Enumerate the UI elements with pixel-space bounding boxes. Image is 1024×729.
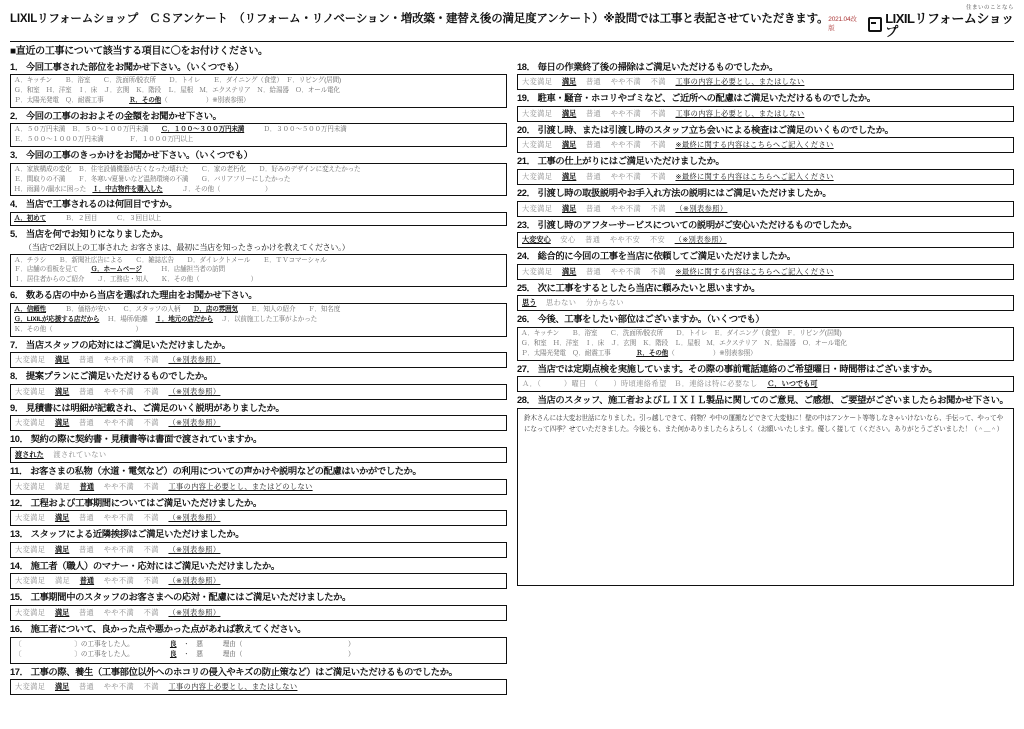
answer-scale[interactable]: 大変満足 満足 普通 やや不満 不満 （※別表参照） [15, 513, 221, 523]
page-header [10, 6, 1014, 42]
question-title: 4． 当店で工事されるのは何回目ですか。 [10, 199, 178, 210]
question-title: 21． 工事の仕上がりにはご満足いただけましたか。 [517, 156, 725, 167]
answer-scale[interactable]: 大変満足 満足 普通 やや不満 不満 （※別表参照） [15, 355, 221, 365]
question-title: 9． 見積書には明細が記載され、ご満足のいく説明がありましたか。 [10, 402, 285, 413]
answer-options[interactable]: Ａ．キッチン Ｂ．浴室 Ｃ．洗面所/脱衣所 Ｄ．トイレ Ｅ．ダイニング（食堂） Ｆ．リビング(居間) Ｇ．和室 Ｈ．洋室 Ｉ．床 Ｊ．玄関 Ｋ．階段 Ｌ．屋根 Ｍ．エクステリア Ｎ．給湯器 Ｏ．オール電化 Ｐ．太陽光発電 Ｑ．耐震工事 Ｒ．その他（ ）※別表参照） [521, 329, 847, 357]
question-title: 13． スタッフによる近隣挨拶はご満足いただけましたか。 [10, 529, 245, 540]
answer-options[interactable]: Ａ．チラシ Ｂ．新聞社広告による Ｃ．雑誌広告 Ｄ．ダイレクトメール Ｅ．ＴＶコマーシャル Ｆ．店舗の看板を見て Ｇ．ホームページ Ｈ．店舗担当者の訪問 Ｉ．居住者からのご紹介 Ｊ．工務店・知人 Ｋ．その他（ ） [14, 256, 327, 284]
answer-options[interactable]: Ａ．５０万円未満 Ｂ．５０～１００万円未満 Ｃ．１００～３００万円未満 Ｄ．３００～５００万円未満 Ｅ．５００～１０００万円未満 Ｆ．１０００万円以上 [14, 126, 347, 144]
question-block [10, 150, 507, 196]
question-title: 18． 毎日の作業終了後の掃除はご満足いただけるものでしたか。 [517, 61, 778, 72]
question-block [10, 592, 507, 621]
question-block [10, 667, 507, 696]
question-block [517, 188, 1014, 217]
answer-scale[interactable]: 思う 思わない 分からない [522, 298, 624, 308]
question-block [10, 111, 507, 147]
page-title: LIXILリフォームショップ ＣＳアンケート （リフォーム・リノベーション・増改築・建替え後の満足度アンケート）※設問では工事と表記させていただきます。 [10, 13, 829, 25]
question-block [517, 251, 1014, 280]
question-title: 3． 今回の工事のきっかけをお聞かせ下さい。（いくつでも） [10, 150, 253, 161]
question-block [517, 220, 1014, 249]
header-right [828, 6, 1014, 38]
question-title: 8． 提案プランにご満足いただけるものでしたか。 [10, 371, 213, 382]
question-block [517, 283, 1014, 312]
handwritten-comment[interactable]: 鈴木さんには大変お世話になりました。引っ越しできて、荷物？や中の運搬などできて大変他に！壁の中はアンケート等等しなきゃいけないなら、手伝って、やってやになって四季？せていただきました。今後とも、また何かありましたらよろしく（お願いいたします。優しく接して（ください。ありがとうございました！（＾＿＾） [524, 413, 1004, 434]
question-block [517, 156, 1014, 185]
question-block [10, 498, 507, 527]
revision-date: 2021.04改版 [828, 16, 857, 32]
question-block [517, 395, 1014, 586]
answer-options[interactable]: Ａ．初めて Ｂ．２回目 Ｃ．３回目以上 [14, 215, 162, 223]
question-title: 25． 次に工事をするとしたら当店に頼みたいと思いますか。 [517, 282, 761, 293]
question-block [10, 290, 507, 336]
instruction-line: ■直近の工事について該当する項目に〇をお付けください。 [10, 45, 268, 57]
question-block [517, 364, 1014, 393]
answer-scale[interactable]: 大変安心 安心 普通 やや不安 不安 （※別表参照） [522, 235, 727, 245]
question-title: 28． 当店のスタッフ、施工者およびＬＩＸＩＬ製品に関してのご意見、ご感想、ご要望がございましたらお聞かせ下さい。 [517, 395, 1009, 406]
question-title: 27． 当店では定期点検を実施しています。その際の事前電話連絡のご希望曜日・時間帯はございますか。 [517, 363, 938, 374]
question-block [517, 93, 1014, 122]
question-block [10, 561, 507, 590]
question-block [10, 62, 507, 108]
answer-options[interactable]: Ａ．家族構成の変化 Ｂ．住宅設備機器が古くなった/壊れた Ｃ．家の老朽化 Ｄ．好みのデザインに変えたかった Ｅ．間取りの不満 Ｆ．冬寒い/夏暑いなど温熱環境の不満 Ｇ．バリアフリーにしたかった Ｈ．雨漏り/漏水に困った Ｉ．中古物件を購入した Ｊ．その他（ ） [14, 165, 361, 193]
answer-scale[interactable]: 大変満足 満足 普通 やや不満 不満 （※別表参照） [15, 386, 221, 396]
question-title: 15． 工事期間中のスタッフのお客さまへの応対・配慮にはご満足いただけましたか。 [10, 592, 351, 603]
question-title: 24． 総合的に今回の工事を当店に依頼してご満足いただけましたか。 [517, 251, 796, 262]
question-title: 23． 引渡し時のアフターサービスについての説明がご安心いただけるものでしたか。 [517, 219, 858, 230]
question-block [10, 529, 507, 558]
answer-scale[interactable]: 大変満足 満足 普通 やや不満 不満 （※別表参照） [15, 576, 221, 586]
answer-scale[interactable]: 大変満足 満足 普通 やや不満 不満 （※別表参照） [15, 418, 221, 428]
question-subtitle: （当店で2回以上の工事された お客さまは、最初に当店を知ったきっかけを教えてください。） [24, 242, 350, 252]
question-block [517, 62, 1014, 91]
question-block [10, 199, 507, 226]
question-title: 19． 駐車・騒音・ホコリやゴミなど、ご近所への配慮はご満足いただけるものでしたか。 [517, 93, 876, 104]
question-block [10, 403, 507, 432]
answer-scale[interactable]: 渡された 渡されていない [15, 449, 107, 459]
question-block [10, 434, 507, 463]
question-block [10, 466, 507, 495]
question-title: 16． 施工者について、良かった点や悪かった点があれば教えてください。 [10, 624, 307, 634]
questions-right-column [517, 62, 1014, 699]
question-title: 17． 工事の際、養生（工事部位以外へのホコリの侵入やキズの防止策など）はご満足いただけるものでしたか。 [10, 666, 458, 677]
answer-scale[interactable]: 大変満足 満足 普通 やや不満 不満 工事の内容上必要とし、またはしない [522, 77, 805, 87]
answer-scale[interactable]: 大変満足 満足 普通 やや不満 不満 ※最終に関する内容はこちらへご記入ください [522, 266, 834, 276]
answer-scale[interactable]: Ａ．（ ）曜日 （ ）時頃連絡希望 Ｂ．連絡は特に必要なし Ｃ．いつでも可 [522, 379, 818, 389]
logo-text: LIXILリフォームショップ [885, 10, 1014, 39]
answer-scale[interactable]: 大変満足 満足 普通 やや不満 不満 工事の内容上必要とし、またはしない [522, 108, 805, 118]
answer-options[interactable]: Ａ．キッチン Ｂ．浴室 Ｃ．洗面所/脱衣所 Ｄ．トイレ Ｅ．ダイニング（食堂） Ｆ．リビング(居間) Ｇ．和室 Ｈ．洋室 Ｉ．床 Ｊ．玄関 Ｋ．階段 Ｌ．屋根 Ｍ．エクステリア Ｎ．給湯器 Ｏ．オール電化 Ｐ．太陽光発電 Ｑ．耐震工事 Ｒ．その他（ ）※別表参照） [14, 77, 341, 104]
logo-mark-icon [868, 17, 882, 32]
logo-tagline: 住まいのことなら [965, 5, 1014, 11]
question-title: 2． 今回の工事のおおよその金額をお聞かせ下さい。 [10, 110, 222, 121]
questions-left-column [10, 62, 507, 699]
question-block [517, 314, 1014, 360]
answer-options[interactable]: Ａ．信頼性 Ｂ．価格が安い Ｃ．スタッフの人柄 Ｄ．店の雰囲気 Ｅ．知人の紹介 Ｆ．知名度 Ｇ．LIXILが応援する店だから Ｈ．場所/距離 Ｉ．地元の店だから Ｊ．以前施工した工事がよかった Ｋ．その他（ ） [14, 305, 341, 333]
question-block [10, 340, 507, 369]
answer-free-text[interactable]: 〔 〕の工事をした人。 良 ・ 悪 理由（ ） 〔 〕の工事をした人。 良 ・ 悪 理由（ ） [15, 640, 355, 659]
question-title: 14． 施工者（職人）のマナー・応対にはご満足いただけましたか。 [10, 560, 280, 571]
answer-scale[interactable]: 大変満足 満足 普通 やや不満 不満 （※別表参照） [15, 608, 221, 617]
question-title: 1． 今回工事された部位をお聞かせ下さい。（いくつでも） [10, 61, 244, 72]
question-block [10, 624, 507, 664]
answer-scale[interactable]: 大変満足 満足 普通 やや不満 不満 （※別表参照） [522, 203, 728, 213]
question-title: 5． 当店を何でお知りになりましたか。 [10, 228, 169, 239]
question-title: 26． 今後、工事をしたい部位はございますか。（いくつでも） [517, 314, 765, 325]
question-block [10, 371, 507, 400]
question-block [10, 229, 507, 287]
answer-scale[interactable]: 大変満足 満足 普通 やや不満 不満 工事の内容上必要とし、またはどのしない [15, 481, 313, 491]
question-title: 20． 引渡し時、または引渡し時のスタッフ立ち会いによる検査はご満足のいくものでしたか。 [517, 124, 894, 135]
answer-scale[interactable]: 大変満足 満足 普通 やや不満 不満 ※最終に関する内容はこちらへご記入ください [522, 140, 834, 150]
question-block [517, 125, 1014, 154]
question-title: 10． 契約の際に契約書・見積書等は書面で渡されていますか。 [10, 434, 262, 445]
question-title: 12． 工程および工事期間についてはご満足いただけましたか。 [10, 497, 262, 508]
lixil-logo [868, 6, 1014, 38]
answer-scale[interactable]: 大変満足 満足 普通 やや不満 不満 （※別表参照） [15, 544, 221, 554]
question-title: 7． 当店スタッフの応対にはご満足いただけましたか。 [10, 339, 231, 350]
question-title: 22． 引渡し時の取扱説明やお手入れ方法の説明にはご満足いただけましたか。 [517, 187, 832, 198]
answer-scale[interactable]: 大変満足 満足 普通 やや不満 不満 ※最終に関する内容はこちらへご記入ください [522, 171, 834, 181]
answer-scale[interactable]: 大変満足 満足 普通 やや不満 不満 工事の内容上必要とし、またはしない [15, 682, 298, 692]
question-title: 11． お客さまの私物（水道・電気など）の利用についての声かけや説明などの配慮はいかがでしたか。 [10, 465, 422, 476]
question-title: 6． 数ある店の中から当店を選ばれた理由をお聞かせ下さい。 [10, 290, 258, 301]
